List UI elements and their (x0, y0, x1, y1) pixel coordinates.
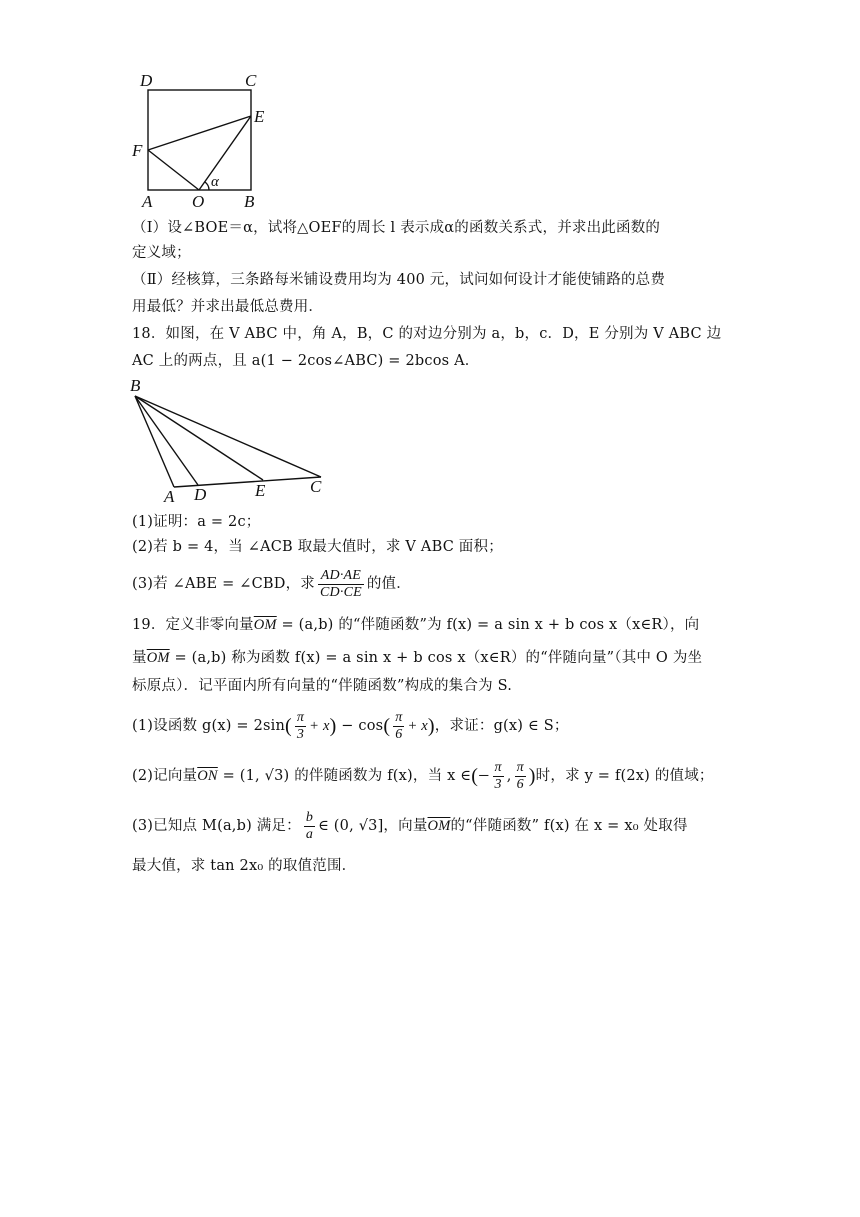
label-c: C (310, 477, 322, 496)
q19-line1-rest: = (a,b) 的“伴随函数”为 f(x) = a sin x + b cos x（x∈R），向 (276, 617, 700, 633)
fraction-denominator: CD·CE (320, 584, 362, 600)
fraction-numerator: π (395, 709, 403, 725)
label-c: C (245, 71, 257, 90)
fraction-numerator: b (305, 809, 314, 825)
q19-part1-term: + x (309, 718, 330, 734)
q19-part3-end: 的“伴随函数” f(x) 在 x = x₀ 处取得 (450, 818, 688, 834)
fraction-pi-6 (393, 710, 404, 743)
segment-fo (148, 150, 199, 190)
q19-part2-mid: = (1, √3) 的伴随函数为 f(x)，当 x ∈ (217, 768, 472, 784)
vector-om: $\overline{OM}$ (253, 617, 277, 633)
q19-part1-term: + x (407, 718, 428, 734)
q19-part1-cos: − cos (336, 718, 384, 734)
q19-line2-text: 量 (132, 650, 147, 666)
fraction-numerator: AD·AE (318, 568, 364, 585)
q18-part3-suffix: 的值． (366, 576, 411, 592)
q19-part3-text: (3)已知点 M(a,b) 满足： (132, 818, 301, 834)
label-a: A (164, 487, 175, 506)
q19-part3-line2: 最大值，求 tan 2x₀ 的取值范围． (132, 858, 357, 874)
fraction-pi-3 (493, 760, 504, 793)
segment-oe (199, 116, 251, 190)
q17-part1-line2: 定义域； (132, 245, 191, 261)
q17-part1-line1: （Ⅰ）设∠BOE＝α，试将△OEF的周长 l 表示成α的函数关系式，并求出此函数的 (132, 220, 661, 236)
q17-part2-line2: 用最低？并求出最低总费用． (132, 299, 324, 315)
q19-part1: (1)设函数 g(x) = 2sin( $\frac{\pi}{3}$ + x) − cos( $\frac{\pi}{6}$ + x)，求证：g(x) ∈ S； (132, 709, 569, 742)
q19-part2: (2)记向量$\overline{ON} = (1$, √3) 的伴随函数为 f(x)，当 x ∈(− $\frac{\pi}{3}$ , $\frac{\pi}{6}$ )时，求 y = f(2x) 的值域； (132, 759, 714, 792)
fraction-denominator: a (305, 826, 314, 842)
figure-triangle-abc (128, 376, 338, 506)
fraction-denominator: 6 (516, 776, 524, 792)
fraction-denominator: 6 (395, 726, 403, 742)
segment-ba (135, 396, 174, 487)
q17-part2-line1: （Ⅱ）经核算，三条路每米铺设费用均为 400 元，试问如何设计才能使铺路的总费 (132, 272, 666, 288)
label-b: B (244, 192, 255, 208)
q18-stem-line1: 18．如图，在 V ABC 中，角 A，B，C 的对边分别为 a，b，c．D，E 分别为 V ABC 边 (132, 326, 722, 342)
label-f: F (132, 141, 143, 160)
q18-stem-line2: AC 上的两点，且 a(1 − 2cos∠ABC) = 2bcos A． (132, 353, 480, 369)
q19-stem-line2 (132, 648, 732, 668)
label-a: A (142, 192, 153, 208)
square-outline (148, 90, 251, 190)
figure-square-abcd (130, 68, 275, 208)
q19-line2-rest: = (a,b) 称为函数 f(x) = a sin x + b cos x（x∈R）的“伴随向量”（其中 O 为坐 (169, 650, 703, 666)
q18-part3-fraction (318, 568, 364, 601)
fraction-pi-6 (515, 760, 526, 793)
vector-om: $\overline{OM}$ (146, 650, 170, 666)
q18-part3 (132, 564, 732, 604)
q19-part3-line1 (132, 804, 732, 848)
vector-om: $\overline{OM}$ (427, 818, 451, 834)
fraction-numerator: π (494, 759, 502, 775)
vector-on: $\overline{ON}$ (197, 768, 218, 784)
segment-be (135, 396, 263, 480)
label-d: D (194, 485, 207, 504)
label-d: D (140, 71, 153, 90)
label-alpha: α (211, 174, 219, 190)
q19-part2-text: (2)记向量 (132, 768, 198, 784)
fraction-b-over-a (304, 810, 315, 843)
q19-stem-line1 (132, 615, 732, 635)
q18-part3-prefix: (3)若 ∠ABE = ∠CBD，求 (132, 576, 316, 592)
angle-alpha-arc (205, 182, 209, 190)
fraction-denominator: 3 (494, 776, 502, 792)
label-b: B (130, 376, 141, 395)
label-e: E (255, 481, 266, 500)
segment-fe (148, 116, 251, 150)
fraction-numerator: π (296, 709, 305, 725)
q19-stem-line3: 标原点）．记平面内所有向量的“伴随函数”构成的集合为 S. (132, 678, 513, 694)
fraction-pi-3 (295, 710, 306, 743)
fraction-denominator: 3 (296, 726, 305, 742)
q19-part1-text: (1)设函数 g(x) = 2sin (132, 718, 286, 734)
q19-line1-text: 19．定义非零向量 (132, 617, 254, 633)
q19-part1-end: ，求证：g(x) ∈ S； (434, 718, 569, 734)
q18-part1: (1)证明：a = 2c； (132, 514, 261, 530)
label-e: E (254, 107, 265, 126)
label-o: O (192, 192, 205, 208)
q18-part2: (2)若 b = 4，当 ∠ACB 取最大值时，求 V ABC 面积； (132, 539, 503, 555)
q19-part2-end: 时，求 y = f(2x) 的值域； (535, 768, 714, 784)
q19-part3-mid: ∈ (0, √3]，向量 (318, 818, 428, 834)
fraction-numerator: π (516, 759, 524, 775)
